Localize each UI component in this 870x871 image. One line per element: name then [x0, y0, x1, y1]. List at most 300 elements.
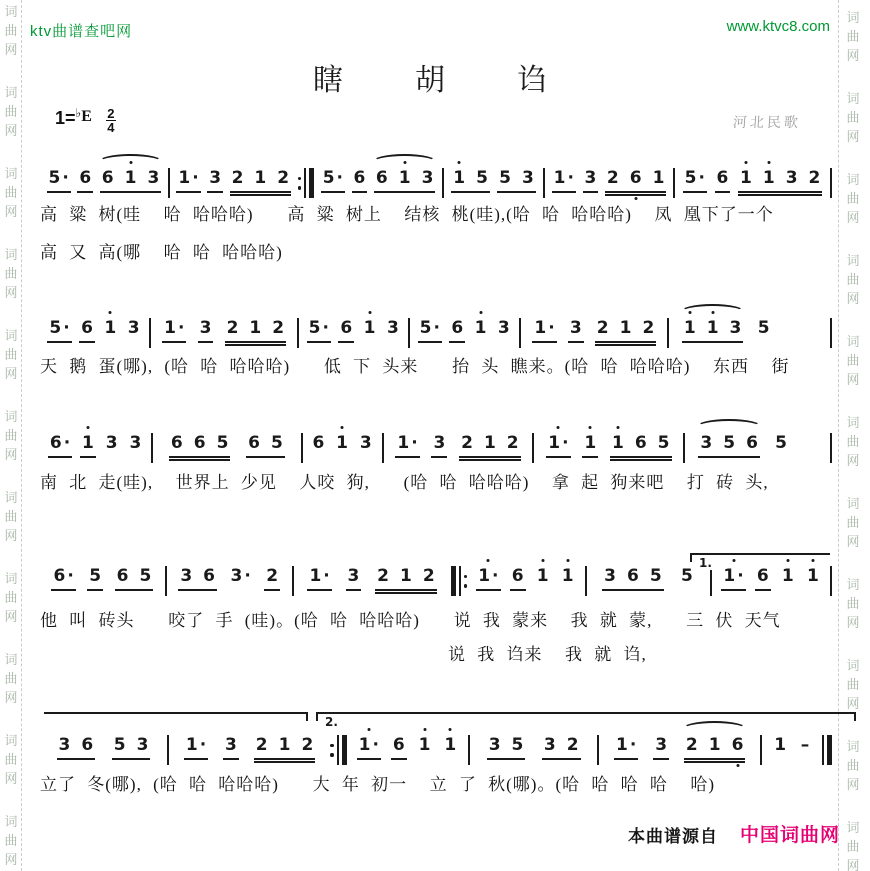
note-group [756, 318, 772, 341]
watermark-text: 词 曲 网 [846, 334, 860, 387]
note-group [228, 566, 252, 589]
lyrics-line: 他 叫 砖头 咬了 手 (哇)。(哈 哈 哈哈哈) 说 我 蒙来 我 就 蒙, 三 伏 天气 [40, 611, 781, 630]
ending-bracket [690, 553, 830, 570]
note: 6 [630, 168, 642, 188]
note: 1 · [164, 318, 185, 338]
slur-arc [682, 721, 748, 737]
key-prefix: 1= [55, 108, 76, 128]
note: 2 [255, 735, 268, 755]
note: 2 [506, 433, 519, 453]
beamed-note-group [476, 566, 500, 591]
note: 2 [272, 318, 285, 338]
barline [830, 566, 832, 596]
note-group [773, 433, 789, 456]
note: 1 · [478, 566, 498, 586]
note: 3 [127, 318, 140, 338]
site-url-link[interactable]: www.ktvc8.com [726, 18, 830, 35]
note: 5 [657, 433, 670, 453]
note: 6 [116, 566, 129, 586]
beamed-note-group [338, 318, 354, 343]
note: 1 [364, 318, 376, 338]
note: 1 [707, 318, 719, 338]
beamed-note-group [169, 433, 231, 458]
beamed-note-group [57, 735, 96, 760]
high-octave-dot [616, 426, 619, 429]
note: 6 [732, 735, 744, 755]
note: 3 [180, 566, 193, 586]
beamed-note-group [357, 735, 381, 760]
note: 1 · [548, 433, 568, 453]
watermark-text: 词 曲 网 [846, 415, 860, 468]
note: 5 [649, 566, 662, 586]
note-group [473, 318, 489, 341]
note: 3 [543, 735, 556, 755]
note-group [102, 318, 118, 341]
watermark-text: 词 曲 网 [4, 652, 18, 705]
beamed-note-group [684, 735, 746, 760]
beamed-note-group [459, 433, 521, 458]
note: 5 · [322, 168, 343, 188]
high-octave-dot [541, 559, 544, 562]
lyrics-line: 南 北 走(哇), 世界上 少见 人咬 狗, (哈 哈 哈哈哈) 拿 起 狗来吧 打 砖 头, [40, 473, 769, 492]
note: 1 [807, 566, 819, 586]
beamed-note-group [605, 168, 667, 193]
beamed-note-group [264, 566, 280, 591]
slur-arc [696, 419, 762, 435]
note: 6 [375, 168, 388, 188]
note-group [535, 566, 551, 589]
high-octave-dot [423, 728, 426, 731]
note: 2 [606, 168, 619, 188]
measure [40, 566, 165, 591]
measure [169, 735, 330, 760]
watermark-text: 词 曲 网 [4, 571, 18, 624]
key-note: E [81, 108, 92, 125]
note: 1 [612, 433, 624, 453]
note-group [805, 566, 821, 589]
note: 3 [225, 735, 237, 755]
note: 1 [82, 433, 94, 453]
note: 3 [105, 433, 118, 453]
barline [830, 318, 832, 348]
measure [467, 566, 585, 591]
note: 2 [596, 318, 609, 338]
note: 5 [775, 433, 787, 453]
note: 5 [139, 566, 152, 586]
beamed-note-group [698, 433, 760, 458]
beamed-note-group [391, 735, 407, 760]
measure [444, 168, 543, 193]
beamed-note-group [198, 318, 214, 343]
measure [599, 735, 760, 760]
note: 5 · [49, 318, 70, 338]
watermark-text: 词 曲 网 [846, 658, 860, 711]
key-signature [55, 108, 116, 133]
note: 1 [125, 168, 137, 188]
note: 3 [433, 433, 446, 453]
note: 3 [569, 318, 582, 338]
beamed-note-group [610, 433, 672, 458]
beamed-note-group [254, 735, 316, 760]
note: 2 [566, 735, 579, 755]
measure [347, 735, 468, 760]
beamed-note-group [112, 735, 151, 760]
note: 1 [336, 433, 348, 453]
note: 5 [216, 433, 229, 453]
beamed-note-group [346, 566, 362, 591]
beamed-note-group [451, 168, 490, 193]
beamed-note-group [87, 566, 103, 591]
note: 3 [129, 433, 142, 453]
time-numerator: 2 [107, 106, 115, 121]
note: 1 [400, 566, 412, 586]
note: 6 [511, 566, 524, 586]
beamed-note-group [79, 318, 95, 343]
beamed-note-group [184, 735, 208, 760]
measure [40, 168, 168, 193]
note: – [800, 735, 810, 755]
left-dashed-divider [21, 0, 22, 871]
note: 3 · [230, 566, 251, 586]
note: 1 [444, 735, 456, 755]
measure [167, 566, 292, 591]
note: 1 [763, 168, 775, 188]
measure [545, 168, 673, 193]
high-octave-dot [487, 559, 490, 562]
slur-arc [680, 304, 746, 320]
note: 1 · [359, 735, 379, 755]
note: 6 [81, 318, 93, 338]
beamed-note-group [375, 566, 437, 591]
note: 1 [278, 735, 291, 755]
measure [521, 318, 667, 343]
measure [685, 433, 802, 458]
beamed-note-group [510, 566, 526, 591]
repeat-begin-barline [451, 566, 468, 596]
watermark-text: 词 曲 网 [846, 739, 860, 792]
note: 5 · [684, 168, 705, 188]
high-octave-dot [767, 161, 770, 164]
footer-brand-link[interactable]: 中国词曲网 [740, 825, 841, 846]
measure [675, 168, 830, 193]
site-name-link[interactable]: ktv曲谱查吧网 [30, 23, 133, 40]
note-group [442, 735, 458, 758]
measure [762, 735, 822, 758]
beamed-note-group [47, 168, 71, 193]
beamed-note-group [80, 433, 96, 458]
measure [303, 433, 382, 456]
beamed-note-group [307, 566, 331, 591]
note: 3 [488, 735, 501, 755]
song-title: 瞎胡诌 [313, 64, 619, 97]
note: 5 [757, 318, 770, 338]
lyrics-line: 说 我 诌来 我 就 诌, [448, 645, 647, 664]
note: 1 [652, 168, 665, 188]
barline [830, 168, 832, 198]
note: 1 · [309, 566, 330, 586]
note-group [127, 433, 143, 456]
note: 2 [642, 318, 655, 338]
beamed-note-group [352, 168, 368, 193]
note: 6 [756, 566, 769, 586]
beamed-note-group [307, 318, 331, 343]
measure [410, 318, 519, 343]
note-group [310, 433, 326, 456]
measure [170, 168, 298, 193]
note-group [496, 318, 512, 341]
note: 6 [627, 566, 639, 586]
beamed-note-group [176, 168, 200, 193]
note: 6 [203, 566, 215, 586]
low-octave-dot [736, 764, 739, 767]
lyrics-line: 高 又 高(哪 哈 哈 哈哈哈) [40, 243, 283, 262]
high-octave-dot [458, 161, 461, 164]
ending-bracket [316, 712, 856, 729]
beamed-note-group [583, 168, 599, 193]
measure [153, 433, 300, 458]
note: 2 [377, 566, 389, 586]
measure [299, 318, 408, 343]
note: 5 [499, 168, 512, 188]
beamed-note-group [715, 168, 731, 193]
note: 6 [248, 433, 260, 453]
beamed-note-group [449, 318, 465, 343]
note: 1 · [178, 168, 199, 188]
note: 6 · [49, 433, 71, 453]
note: 6 [81, 735, 94, 755]
note: 3 [497, 318, 510, 338]
beamed-note-group [542, 735, 581, 760]
watermark-text: 词 曲 网 [846, 172, 860, 225]
note: 6 · [53, 566, 74, 586]
note-group [560, 566, 576, 589]
beamed-note-group [595, 318, 657, 343]
watermark-text: 词 曲 网 [4, 328, 18, 381]
note-group [358, 433, 374, 456]
high-octave-dot [732, 559, 735, 562]
note: 5 · [419, 318, 440, 338]
measure [470, 735, 597, 760]
note: 1 [684, 318, 696, 338]
beamed-note-group [721, 566, 745, 591]
high-octave-dot [86, 426, 89, 429]
repeat-end-barline [330, 735, 347, 765]
beamed-note-group [225, 318, 287, 343]
beamed-note-group [374, 168, 436, 193]
note: 3 [209, 168, 222, 188]
note: 1 [254, 168, 267, 188]
note: 5 · [308, 318, 329, 338]
note: 3 [729, 318, 742, 338]
measure [151, 318, 297, 343]
final-barline [822, 735, 832, 765]
watermark-text: 词 曲 网 [4, 4, 18, 57]
notation-line [40, 302, 832, 348]
watermark-text: 词 曲 网 [4, 166, 18, 219]
watermark-text: 词 曲 网 [4, 409, 18, 462]
beamed-note-group [653, 735, 669, 760]
beamed-note-group [246, 433, 285, 458]
note: 2 [266, 566, 279, 586]
note: 2 [461, 433, 473, 453]
note: 1 · [185, 735, 207, 755]
note: 2 [808, 168, 821, 188]
watermark-text: 词 曲 网 [4, 814, 18, 867]
note: 1 [782, 566, 794, 586]
note: 3 [58, 735, 71, 755]
note: 1 [619, 318, 632, 338]
measure [669, 318, 784, 343]
note: 5 [113, 735, 126, 755]
repeat-end-barline [298, 168, 315, 198]
note: 6 [170, 433, 183, 453]
note: 1 [453, 168, 465, 188]
time-signature [106, 108, 116, 133]
high-octave-dot [368, 311, 371, 314]
note: 1 · [397, 433, 418, 453]
high-octave-dot [589, 426, 592, 429]
note-group [798, 735, 812, 758]
watermark-text: 词 曲 网 [846, 253, 860, 306]
note: 1 · [534, 318, 555, 338]
note: 1 · [616, 735, 637, 755]
lyrics-line: 立了 冬(哪), (哈 哈 哈哈哈) 大 年 初一 立 了 秋(哪)。(哈 哈 哈 哈 哈) [40, 775, 716, 794]
note: 1 [740, 168, 752, 188]
note: 5 [723, 433, 736, 453]
note: 3 [421, 168, 434, 188]
watermark-text: 词 曲 网 [4, 490, 18, 543]
right-dashed-divider [838, 0, 839, 871]
beamed-note-group [431, 433, 447, 458]
note: 5 [89, 566, 102, 586]
ending-number: 2. [325, 715, 338, 729]
ending-bracket [44, 712, 308, 714]
watermark-text: 词 曲 网 [4, 247, 18, 300]
high-octave-dot [109, 311, 112, 314]
beamed-note-group [115, 566, 154, 591]
notation-line [40, 417, 832, 463]
note: 2 [685, 735, 698, 755]
note: 6 [340, 318, 353, 338]
beamed-note-group [552, 168, 576, 193]
beamed-note-group [682, 318, 744, 343]
note: 1 [475, 318, 487, 338]
beamed-note-group [178, 566, 217, 591]
note: 1 · [723, 566, 743, 586]
note: 2 [301, 735, 314, 755]
note: 6 [193, 433, 206, 453]
high-octave-dot [367, 728, 370, 731]
note: 6 [716, 168, 729, 188]
beamed-note-group [683, 168, 707, 193]
beamed-note-group [568, 318, 584, 343]
note: 3 [359, 433, 372, 453]
high-octave-dot [479, 311, 482, 314]
note: 3 [584, 168, 597, 188]
measure [712, 566, 830, 591]
flat-symbol: ♭ [75, 106, 82, 120]
note: 2 [277, 168, 290, 188]
note: 1 [419, 735, 431, 755]
note: 6 [353, 168, 366, 188]
measure [294, 566, 451, 591]
note: 6 [312, 433, 325, 453]
beamed-note-group [395, 433, 419, 458]
note-group [126, 318, 142, 341]
beamed-note-group [738, 168, 822, 193]
high-octave-dot [557, 426, 560, 429]
slur-arc [372, 154, 438, 170]
note: 3 [386, 318, 399, 338]
note: 6 [634, 433, 647, 453]
high-octave-dot [811, 559, 814, 562]
note-group [780, 566, 796, 589]
beamed-note-group [207, 168, 223, 193]
note: 1 [399, 168, 411, 188]
note: 1 [104, 318, 116, 338]
high-octave-dot [786, 559, 789, 562]
high-octave-dot [566, 559, 569, 562]
beamed-note-group [162, 318, 186, 343]
watermark-column-right [844, 0, 862, 871]
beamed-note-group [532, 318, 556, 343]
notation-line [40, 152, 832, 198]
beamed-note-group [321, 168, 345, 193]
beamed-note-group [582, 433, 598, 458]
high-octave-dot [449, 728, 452, 731]
note-group [772, 735, 788, 758]
beamed-note-group [602, 566, 664, 591]
note: 3 [136, 735, 149, 755]
note-group [362, 318, 378, 341]
watermark-text: 词 曲 网 [846, 91, 860, 144]
measure [384, 433, 533, 458]
note: 3 [785, 168, 798, 188]
lyrics-line: 高 粱 树(哇 哈 哈哈哈) 高 粱 树上 结核 桃(哇),(哈 哈 哈哈哈) 凤 凰下了一个 [40, 205, 774, 224]
note-group [385, 318, 401, 341]
high-octave-dot [341, 426, 344, 429]
note: 3 [604, 566, 617, 586]
note: 5 · [48, 168, 69, 188]
beamed-note-group [223, 735, 239, 760]
note: 5 [476, 168, 488, 188]
slur-arc [98, 154, 164, 170]
note-group [104, 433, 120, 456]
note: 3 [522, 168, 534, 188]
note: 6 [451, 318, 464, 338]
beamed-note-group [755, 566, 771, 591]
note: 3 [147, 168, 160, 188]
note-group [334, 433, 350, 456]
beamed-note-group [47, 318, 71, 343]
note: 2 [231, 168, 244, 188]
beamed-note-group [497, 168, 536, 193]
watermark-text: 词 曲 网 [846, 820, 860, 871]
measure [40, 735, 167, 760]
note: 1 [584, 433, 596, 453]
beamed-note-group [418, 318, 442, 343]
barline [830, 433, 832, 463]
note: 6 [101, 168, 114, 188]
measure [314, 168, 442, 193]
note: 2 [422, 566, 435, 586]
note: 3 [655, 735, 668, 755]
beamed-note-group [51, 566, 75, 591]
beamed-note-group [546, 433, 570, 458]
measure [534, 433, 683, 458]
note: 5 [681, 566, 693, 586]
footer-source-label: 本曲谱源自 [628, 827, 718, 846]
